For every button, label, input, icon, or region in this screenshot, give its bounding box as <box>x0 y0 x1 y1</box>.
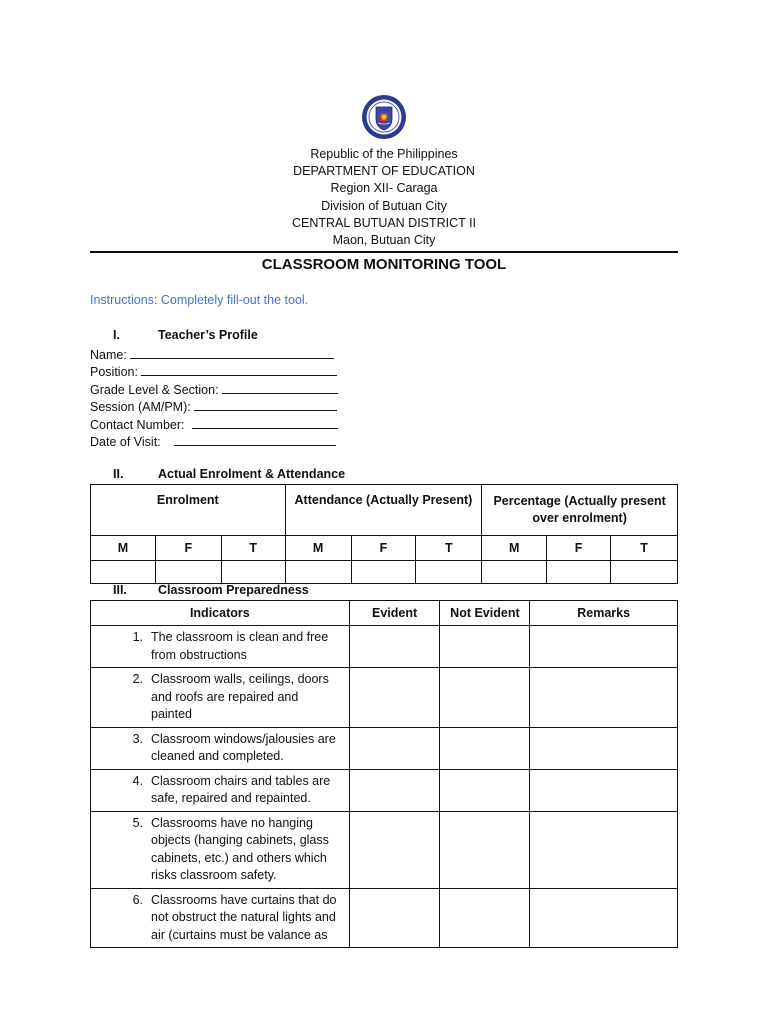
table-row <box>91 811 678 888</box>
evident-cell[interactable] <box>349 668 440 728</box>
profile-field-position <box>90 363 338 380</box>
enrolment-entry-row <box>91 561 678 584</box>
grade-section-blank-line[interactable] <box>222 381 338 394</box>
not-evident-header: Not Evident <box>440 601 530 626</box>
percentage-t-cell[interactable] <box>611 561 678 584</box>
letterhead-line-division: Division of Butuan City <box>321 198 447 213</box>
attendance-f-header: F <box>351 536 416 561</box>
remarks-cell[interactable] <box>530 668 678 728</box>
instructions-text: Instructions: Completely fill-out the tool. <box>90 293 309 307</box>
section-3-heading <box>113 583 309 597</box>
section-1-heading <box>113 328 258 342</box>
table-row <box>91 727 678 769</box>
indicator-cell <box>91 769 350 811</box>
enrolment-header: Enrolment <box>91 485 286 536</box>
evident-cell[interactable] <box>349 727 440 769</box>
indicator-cell <box>91 668 350 728</box>
field-label: Contact Number: <box>90 417 185 432</box>
indicator-number: 2. <box>132 672 143 686</box>
attendance-f-cell[interactable] <box>351 561 416 584</box>
enrolment-t-cell[interactable] <box>221 561 285 584</box>
position-blank-line[interactable] <box>141 363 337 376</box>
deped-seal-logo <box>361 94 407 140</box>
section-2-label: Actual Enrolment & Attendance <box>158 467 346 481</box>
profile-field-grade-section <box>90 381 338 398</box>
indicators-header: Indicators <box>91 601 350 626</box>
evident-cell[interactable] <box>349 769 440 811</box>
percentage-m-cell[interactable] <box>482 561 547 584</box>
field-label: Grade Level & Section: <box>90 382 219 397</box>
not-evident-cell[interactable] <box>440 811 530 888</box>
indicator-cell <box>91 626 350 668</box>
enrolment-attendance-table <box>90 484 678 584</box>
percentage-f-header: F <box>547 536 611 561</box>
profile-field-date-of-visit <box>90 433 338 450</box>
profile-field-contact <box>90 416 338 433</box>
section-3-label: Classroom Preparedness <box>158 583 309 597</box>
indicator-number: 4. <box>132 773 143 788</box>
indicator-text: Classroom windows/jalousies are cleaned and completed. <box>151 731 336 763</box>
field-label: Position: <box>90 365 138 380</box>
section-1-label: Teacher’s Profile <box>158 328 258 342</box>
name-blank-line[interactable] <box>130 346 334 359</box>
indicator-text: Classroom chairs and tables are safe, repaired and repainted. <box>151 773 331 805</box>
remarks-cell[interactable] <box>530 626 678 668</box>
profile-field-name <box>90 346 338 363</box>
letterhead-line-district: CENTRAL BUTUAN DISTRICT II <box>291 215 477 230</box>
remarks-header: Remarks <box>530 601 678 626</box>
percentage-t-header: T <box>611 536 678 561</box>
remarks-cell[interactable] <box>530 727 678 769</box>
indicator-number: 3. <box>132 731 143 746</box>
document-title: CLASSROOM MONITORING TOOL <box>261 256 507 273</box>
attendance-m-cell[interactable] <box>285 561 351 584</box>
table-row <box>91 668 678 728</box>
enrolment-f-header: F <box>155 536 221 561</box>
field-label: Name: <box>90 348 127 362</box>
not-evident-cell[interactable] <box>440 888 530 948</box>
evident-cell[interactable] <box>349 888 440 948</box>
indicator-text: The classroom is clean and free from obstructions <box>151 630 329 662</box>
table-row <box>91 626 678 668</box>
percentage-header: Percentage (Actually present over enrolment) <box>482 485 678 536</box>
indicator-cell <box>91 888 350 948</box>
remarks-cell[interactable] <box>530 811 678 888</box>
profile-field-session <box>90 398 338 415</box>
enrolment-m-cell[interactable] <box>91 561 156 584</box>
letterhead-line-address: Maon, Butuan City <box>332 233 436 248</box>
not-evident-cell[interactable] <box>440 668 530 728</box>
table-row <box>91 769 678 811</box>
header-divider <box>90 251 678 253</box>
not-evident-cell[interactable] <box>440 769 530 811</box>
contact-blank-line[interactable] <box>192 416 338 429</box>
indicator-text: Classrooms have no hanging objects (hanging cabinets, glass cabinets, etc.) and others which risks classroom safety. <box>151 815 329 882</box>
teacher-profile-form <box>90 346 338 450</box>
enrolment-t-header: T <box>221 536 285 561</box>
indicator-number: 6. <box>132 892 143 907</box>
indicator-cell <box>91 727 350 769</box>
evident-cell[interactable] <box>349 811 440 888</box>
evident-cell[interactable] <box>349 626 440 668</box>
percentage-f-cell[interactable] <box>547 561 611 584</box>
indicator-text: Classrooms have curtains that do not obstruct the natural lights and air (curtains must be valance as <box>151 892 337 942</box>
classroom-preparedness-table <box>90 600 678 948</box>
indicator-cell <box>91 811 350 888</box>
letterhead-line-country: Republic of the Philippines <box>310 147 458 161</box>
session-blank-line[interactable] <box>194 398 337 411</box>
not-evident-cell[interactable] <box>440 626 530 668</box>
enrolment-m-header: M <box>91 536 156 561</box>
attendance-m-header: M <box>285 536 351 561</box>
remarks-cell[interactable] <box>530 769 678 811</box>
table-row <box>91 888 678 948</box>
section-2-heading <box>113 467 345 481</box>
section-2-number: II. <box>113 467 124 481</box>
not-evident-cell[interactable] <box>440 727 530 769</box>
indicator-text: Classroom walls, ceilings, doors and roofs are repaired and painted <box>151 672 329 721</box>
letterhead <box>0 146 768 249</box>
attendance-t-cell[interactable] <box>416 561 482 584</box>
percentage-m-header: M <box>482 536 547 561</box>
indicator-number: 1. <box>132 630 143 644</box>
field-label: Session (AM/PM): <box>90 400 191 415</box>
remarks-cell[interactable] <box>530 888 678 948</box>
letterhead-line-region: Region XII- Caraga <box>330 181 438 196</box>
letterhead-line-department: DEPARTMENT OF EDUCATION <box>293 164 475 179</box>
evident-header: Evident <box>349 601 440 626</box>
attendance-header: Attendance (Actually Present) <box>285 485 482 536</box>
date-blank-line[interactable] <box>174 433 336 446</box>
indicator-number: 5. <box>132 815 143 830</box>
enrolment-f-cell[interactable] <box>155 561 221 584</box>
attendance-t-header: T <box>416 536 482 561</box>
section-1-number: I. <box>113 328 120 342</box>
section-3-number: III. <box>113 583 127 597</box>
field-label: Date of Visit: <box>90 434 161 449</box>
